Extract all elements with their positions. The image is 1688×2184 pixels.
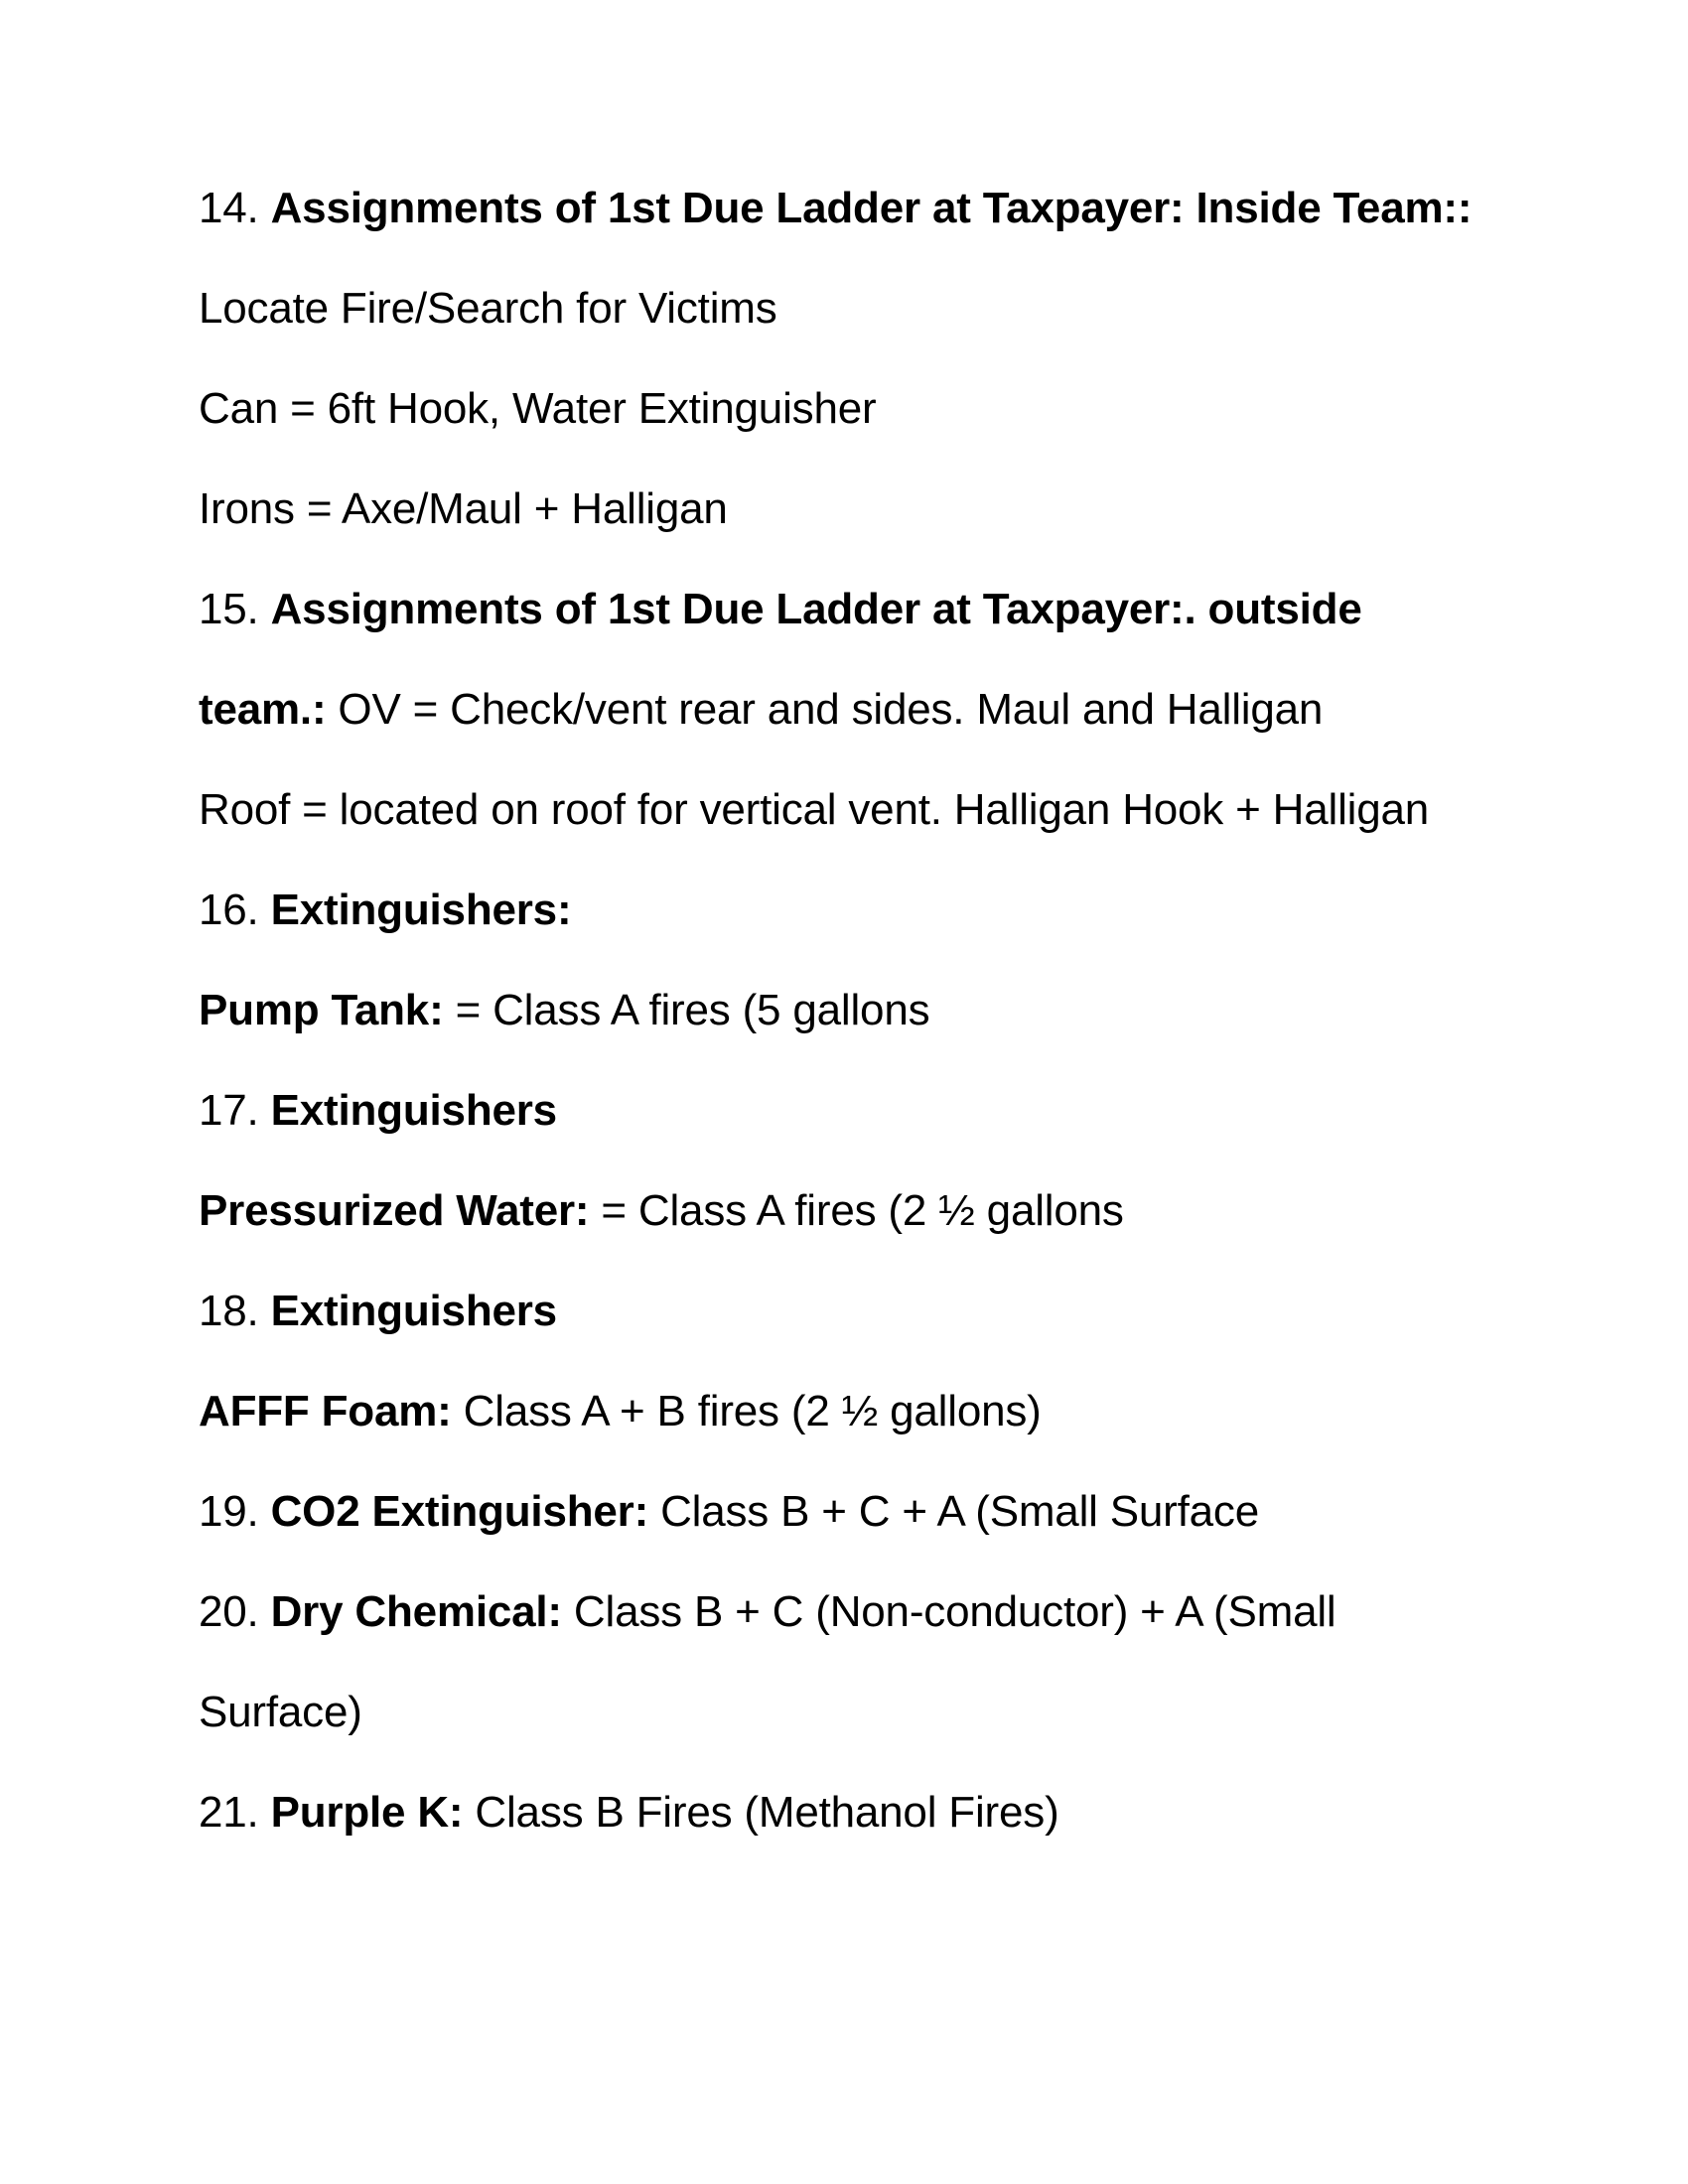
bold-term: Pressurized Water: [199, 1186, 590, 1235]
bold-term: CO2 Extinguisher: [270, 1487, 649, 1536]
line-18-heading [199, 1282, 557, 1341]
line-roof [199, 780, 1429, 840]
body-text: = Class A fires (5 gallons [443, 986, 930, 1034]
item-number: 17. [199, 1086, 271, 1135]
body-text: Surface) [199, 1688, 362, 1736]
body-text: Irons = Axe/Maul + Halligan [199, 484, 728, 533]
line-16-heading [199, 881, 571, 940]
body-text: Can = 6ft Hook, Water Extinguisher [199, 384, 877, 433]
item-number: 16. [199, 886, 271, 934]
line-21-purple-k [199, 1783, 1059, 1843]
line-irons [199, 479, 728, 539]
bold-term: team.: [199, 685, 327, 734]
item-number: 18. [199, 1287, 271, 1335]
line-14-heading [199, 179, 1472, 238]
item-number: 15. [199, 585, 271, 633]
body-text: = Class A fires (2 ½ gallons [589, 1186, 1124, 1235]
line-can [199, 379, 876, 439]
line-19-co2 [199, 1482, 1259, 1542]
line-team-ov [199, 680, 1323, 740]
line-pump-tank [199, 981, 929, 1040]
bold-term: Dry Chemical: [270, 1587, 562, 1636]
item-number: 19. [199, 1487, 271, 1536]
body-text: Roof = located on roof for vertical vent. Halligan Hook + Halligan [199, 785, 1430, 834]
item-number: 14. [199, 184, 271, 232]
bold-term: AFFF Foam: [199, 1387, 452, 1435]
line-pressurized-water [199, 1181, 1124, 1241]
bold-term: Assignments of 1st Due Ladder at Taxpayer:. outside [270, 585, 1362, 633]
bold-term: Assignments of 1st Due Ladder at Taxpayer: Inside Team:: [270, 184, 1473, 232]
body-text: Locate Fire/Search for Victims [199, 284, 777, 333]
bold-term: Extinguishers: [270, 886, 572, 934]
line-17-heading [199, 1081, 557, 1141]
body-text: Class B + C + A (Small Surface [648, 1487, 1259, 1536]
body-text: Class B + C (Non-conductor) + A (Small [561, 1587, 1336, 1636]
line-15-heading [199, 580, 1362, 639]
bold-term: Purple K: [270, 1788, 464, 1837]
line-afff-foam [199, 1382, 1042, 1441]
bold-term: Extinguishers [270, 1287, 557, 1335]
item-number: 21. [199, 1788, 271, 1837]
line-surface [199, 1683, 362, 1742]
bold-term: Pump Tank: [199, 986, 444, 1034]
line-20-dry-chemical [199, 1582, 1336, 1642]
body-text: OV = Check/vent rear and sides. Maul and Halligan [326, 685, 1324, 734]
body-text: Class A + B fires (2 ½ gallons) [451, 1387, 1042, 1435]
bold-term: Extinguishers [270, 1086, 557, 1135]
item-number: 20. [199, 1587, 271, 1636]
line-locate-fire [199, 279, 777, 339]
body-text: Class B Fires (Methanol Fires) [463, 1788, 1059, 1837]
